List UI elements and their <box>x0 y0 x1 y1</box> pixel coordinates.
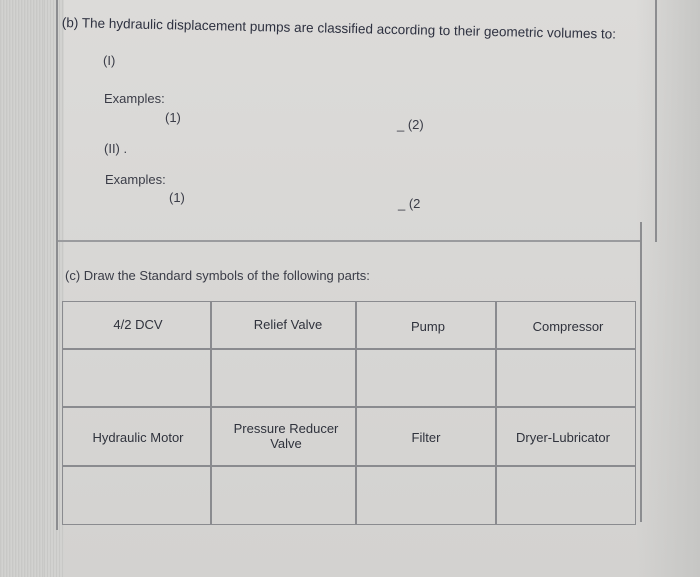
cell-hydraulic-motor: Hydraulic Motor <box>92 430 184 445</box>
cell-pressure-reducer-line-2: Valve <box>270 436 302 451</box>
cell-dryer-lubricator: Dryer-Lubricator <box>516 430 610 445</box>
cell-compressor: Compressor <box>532 319 604 334</box>
class-1-example-1: (1) <box>165 110 181 125</box>
table-row-divider-3 <box>63 465 635 467</box>
section-c-border-right <box>640 222 642 522</box>
cell-filter: Filter <box>411 430 441 445</box>
question-b: (b) The hydraulic displacement pumps are classified according to their geometric volumes to: <box>61 15 617 42</box>
section-divider <box>56 240 641 242</box>
table-col-divider-1 <box>210 302 212 524</box>
class-2-marker: (II) . <box>104 141 128 156</box>
page-margin-inner <box>44 0 64 577</box>
symbols-table <box>62 301 636 525</box>
section-c-border-left <box>56 240 58 530</box>
cell-relief-valve: Relief Valve <box>253 317 323 332</box>
table-row-divider-2 <box>63 406 635 408</box>
class-1-examples-label: Examples: <box>104 91 165 106</box>
section-b-border-right <box>655 0 657 242</box>
page-margin-right <box>636 0 700 577</box>
class-1-marker: (I) <box>103 53 116 68</box>
cell-pressure-reducer-line-1: Pressure Reducer <box>233 421 339 436</box>
cell-pump: Pump <box>411 319 445 334</box>
class-1-example-2: _ (2) <box>397 117 424 132</box>
cell-4-2-dcv: 4/2 DCV <box>113 317 163 332</box>
table-col-divider-3 <box>495 302 497 524</box>
question-c: (c) Draw the Standard symbols of the following parts: <box>65 268 370 283</box>
class-2-example-2: _ (2 <box>398 196 421 211</box>
class-2-examples-label: Examples: <box>105 172 166 187</box>
class-2-example-1: (1) <box>169 190 185 205</box>
page-margin-left <box>0 0 44 577</box>
table-col-divider-2 <box>355 302 357 524</box>
section-b-border-left <box>56 0 58 240</box>
table-row-divider-1 <box>63 348 635 350</box>
